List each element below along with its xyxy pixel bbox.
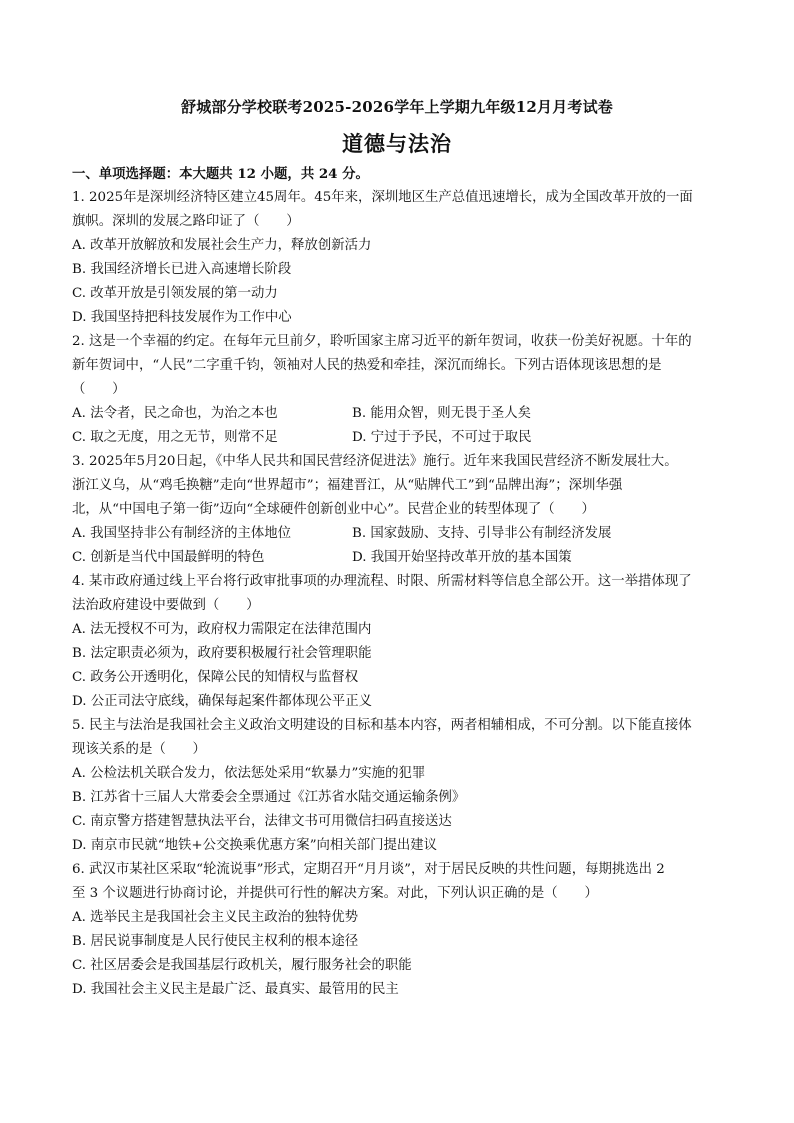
question-stem-line: 至 3 个议题进行协商讨论，并提供可行性的解决方案。对此，下列认识正确的是（ ） xyxy=(72,886,598,901)
option-c: C. 社区居委会是我国基层行政机关，履行服务社会的职能 xyxy=(72,958,412,973)
subject-title: 道德与法治 xyxy=(342,131,452,156)
option-c: C. 取之无度，用之无节，则常不足 xyxy=(72,430,278,445)
option-b: B. 能用众智，则无畏于圣人矣 xyxy=(352,406,532,421)
question-2 xyxy=(72,330,724,450)
question-1 xyxy=(72,186,724,330)
option-row xyxy=(72,426,724,450)
option-c: C. 创新是当代中国最鲜明的特色 xyxy=(72,550,265,565)
option-d: D. 我国开始坚持改革开放的基本国策 xyxy=(352,550,572,565)
option-d: D. 我国坚持把科技发展作为工作中心 xyxy=(72,310,292,325)
option-c: C. 改革开放是引领发展的第一动力 xyxy=(72,286,278,301)
option-b: B. 国家鼓励、支持、引导非公有制经济发展 xyxy=(352,526,612,541)
option-row xyxy=(72,402,724,426)
question-5 xyxy=(72,714,724,858)
option-d: D. 宁过于予民，不可过于取民 xyxy=(352,430,532,445)
option-row xyxy=(72,546,724,570)
option-a: A. 法无授权不可为，政府权力需限定在法律范围内 xyxy=(72,622,372,637)
question-stem-line: 北，从“中国电子第一街”迈向“全球硬件创新创业中心”。民营企业的转型体现了（ ） xyxy=(72,502,595,517)
option-d: D. 我国社会主义民主是最广泛、最真实、最管用的民主 xyxy=(72,982,399,997)
exam-title: 舒城部分学校联考2025-2026学年上学期九年级12月月考试卷 xyxy=(181,98,613,116)
exam-content xyxy=(72,162,724,1002)
option-b: B. 我国经济增长已进入高速增长阶段 xyxy=(72,262,292,277)
question-stem-line: 6. 武汉市某社区采取“轮流说事”形式，定期召开“月月谈”，对于居民反映的共性问题，每期挑选出 2 xyxy=(72,862,665,877)
question-stem-line: 法治政府建设中要做到（ ） xyxy=(72,598,260,613)
option-d: D. 南京市民就“地铁+公交换乘优惠方案”向相关部门提出建议 xyxy=(72,838,438,853)
question-stem-line: 1. 2025年是深圳经济特区建立45周年。45年来，深圳地区生产总值迅速增长，成为全国改革开放的一面 xyxy=(72,190,693,205)
option-d: D. 公正司法守底线，确保每起案件都体现公平正义 xyxy=(72,694,372,709)
question-stem-line: 5. 民主与法治是我国社会主义政治文明建设的目标和基本内容，两者相辅相成，不可分割。以下能直接体 xyxy=(72,718,692,733)
question-6 xyxy=(72,858,724,1002)
option-b: B. 法定职责必须为，政府要积极履行社会管理职能 xyxy=(72,646,372,661)
option-a: A. 我国坚持非公有制经济的主体地位 xyxy=(72,526,292,541)
option-c: C. 政务公开透明化，保障公民的知情权与监督权 xyxy=(72,670,359,685)
option-a: A. 公检法机关联合发力，依法惩处采用“软暴力”实施的犯罪 xyxy=(72,766,426,781)
question-stem-line: 新年贺词中，“人民”二字重千钧，领袖对人民的热爱和牵挂，深沉而绵长。下列古语体现该思想的是 xyxy=(72,358,662,373)
option-row xyxy=(72,522,724,546)
option-a: A. 法令者，民之命也，为治之本也 xyxy=(72,406,278,421)
option-b: B. 居民说事制度是人民行使民主权利的根本途径 xyxy=(72,934,359,949)
option-b: B. 江苏省十三届人大常委会全票通过《江苏省水陆交通运输条例》 xyxy=(72,790,466,805)
question-stem-line: （ ） xyxy=(72,382,126,397)
question-3 xyxy=(72,450,724,570)
question-stem-line: 现该关系的是（ ） xyxy=(72,742,206,757)
option-a: A. 选举民主是我国社会主义民主政治的独特优势 xyxy=(72,910,358,925)
question-stem-line: 3. 2025年5月20日起，《中华人民共和国民营经济促进法》施行。近年来我国民营经济不断发展壮大。 xyxy=(72,454,678,469)
option-c: C. 南京警方搭建智慧执法平台，法律文书可用微信扫码直接送达 xyxy=(72,814,452,829)
question-stem-line: 2. 这是一个幸福的约定。在每年元旦前夕，聆听国家主席习近平的新年贺词，收获一份美好祝愿。十年的 xyxy=(72,334,692,349)
question-stem-line: 旗帜。深圳的发展之路印证了（ ） xyxy=(72,214,300,229)
section-heading: 一、单项选择题：本大题共 12 小题，共 24 分。 xyxy=(72,166,369,182)
option-a: A. 改革开放解放和发展社会生产力，释放创新活力 xyxy=(72,238,372,253)
question-stem-line: 浙江义乌，从“鸡毛换糖”走向“世界超市”；福建晋江，从“贴牌代工”到“品牌出海”；深圳华强 xyxy=(72,478,623,493)
question-4 xyxy=(72,570,724,714)
question-stem-line: 4. 某市政府通过线上平台将行政审批事项的办理流程、时限、所需材料等信息全部公开。这一举措体现了 xyxy=(72,574,692,589)
